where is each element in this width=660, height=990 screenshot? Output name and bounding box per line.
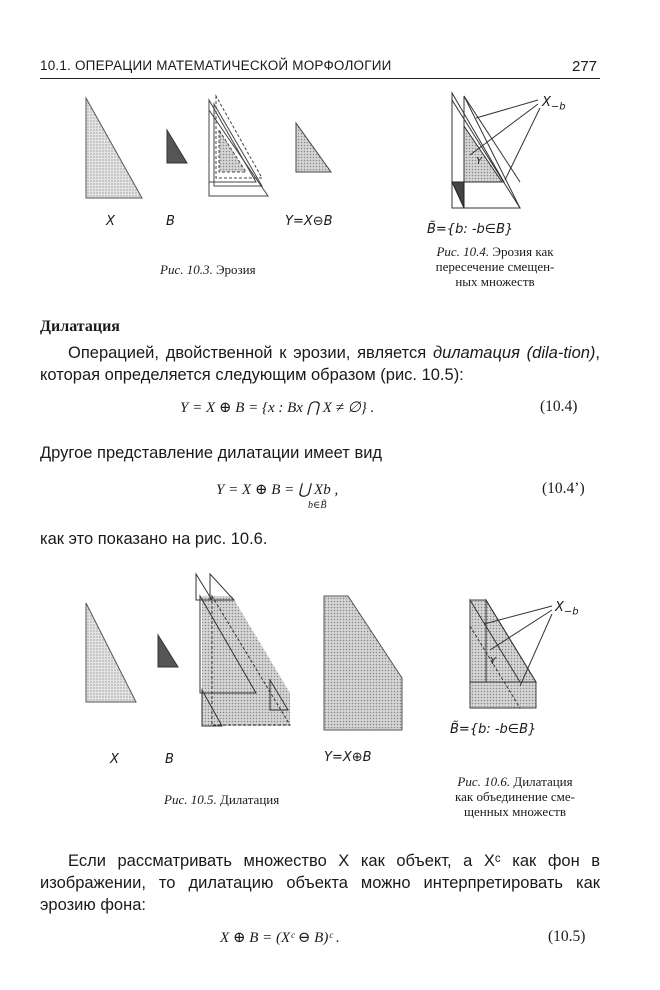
fig-10-5-label-y: Y=X⊕B xyxy=(324,750,372,765)
fig-10-5-caption-num: Рис. 10.5. xyxy=(164,792,217,807)
fig-10-4-label-bset: B̃={b: -b∈B} xyxy=(427,222,514,237)
running-header-title: 10.1. ОПЕРАЦИИ МАТЕМАТИЧЕСКОЙ МОРФОЛОГИИ xyxy=(40,58,392,73)
fig-10-6-caption-line3: щенных множеств xyxy=(463,804,567,819)
fig-10-5-label-b: B xyxy=(165,752,174,767)
paragraph-3: как это показано на рис. 10.6. xyxy=(40,530,268,548)
fig-10-6-label-bset: B̃={b: -b∈B} xyxy=(450,722,537,737)
fig-10-6-caption-text-1: Дилатация xyxy=(513,774,573,789)
fig-10-3-caption-num: Рис. 10.3. xyxy=(160,262,213,277)
equation-10-4-prime: Y = X ⊕ B = ⋃ Xb , xyxy=(216,482,339,498)
fig-10-4-caption-line3: ных множеств xyxy=(455,274,535,289)
fig-10-6-caption xyxy=(440,774,590,819)
para1-tail: , которая определяется следующим образом (рис. 10.5): xyxy=(40,344,601,384)
fig-10-6-caption-line2: как объединение сме- xyxy=(455,789,575,804)
equation-10-4-number: (10.4) xyxy=(540,398,578,415)
equation-10-5: X ⊕ B = (Xᶜ ⊖ B)ᶜ . xyxy=(220,930,340,946)
fig-10-5-caption-text: Дилатация xyxy=(219,792,280,807)
equation-10-4-prime-number: (10.4’) xyxy=(542,480,585,497)
fig-10-4-caption-num: Рис. 10.4. xyxy=(436,244,490,259)
fig-10-6-label-xb-sub: −b xyxy=(563,606,579,618)
fig-10-4-caption-line2: пересечение смещен- xyxy=(435,259,555,274)
paragraph-4: Если рассматривать множество X как объект, а Xᶜ как фон в изображении, то дилатацию объекта можно интерпретировать как эрозию фона: xyxy=(40,852,600,914)
equation-10-5-number: (10.5) xyxy=(548,928,586,945)
para1-term: дилатация (dila-tion) xyxy=(432,344,596,362)
fig-10-3-caption-text: Эрозия xyxy=(215,262,256,277)
paragraph-2: Другое представление дилатации имеет вид xyxy=(40,444,383,462)
fig-10-6-caption-num: Рис. 10.6. xyxy=(457,774,511,789)
fig-10-3-label-b: B xyxy=(166,214,175,229)
equation-10-4: Y = X ⊕ B = {x : Bx ⋂ X ≠ ∅} . xyxy=(180,400,375,416)
fig-10-6-caption-line1 xyxy=(440,774,590,789)
fig-10-4-label-xb-main: X xyxy=(542,95,551,110)
fig-10-6-label-xb-main: X xyxy=(555,600,564,615)
fig-10-4-caption-text-1: Эрозия как xyxy=(492,244,554,259)
fig-10-4-label-xb-sub: −b xyxy=(550,101,566,113)
fig-10-3-label-y: Y=X⊖B xyxy=(285,214,333,229)
fig-10-6-label-xb xyxy=(555,600,579,618)
fig-10-6-label-y: Y xyxy=(490,656,497,667)
equation-10-4-prime-subscript: b∈B̃ xyxy=(308,500,327,511)
para1-lead: Операцией, двойственной к эрозии, является xyxy=(68,344,433,362)
fig-10-5-label-x: X xyxy=(110,752,119,767)
fig-10-3-label-x: X xyxy=(106,214,115,229)
fig-10-4-label-y: Y xyxy=(476,156,483,167)
section-heading: Дилатация xyxy=(40,318,120,335)
page-number: 277 xyxy=(572,58,598,75)
